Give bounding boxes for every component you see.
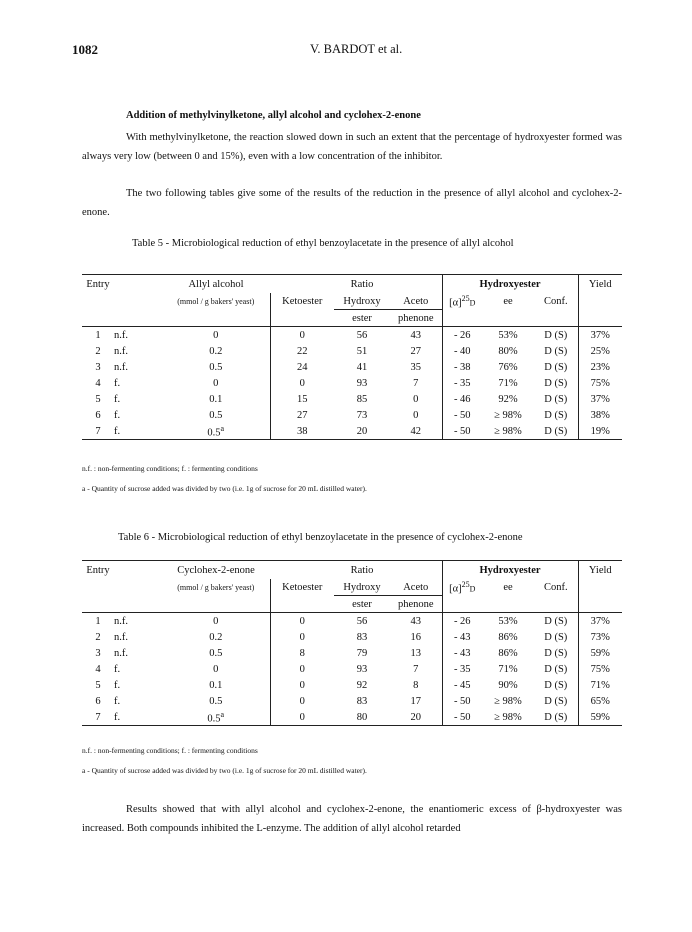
cell-conf: D (S)	[544, 345, 568, 357]
cell-amount: 0.1	[162, 677, 270, 693]
col-yield-header: Yield	[578, 275, 622, 294]
cell-alpha: - 45	[453, 679, 471, 691]
cell-entry: 3	[95, 361, 101, 373]
cell-entry: 7	[95, 425, 101, 437]
cell-ee: 86%	[498, 631, 518, 643]
cell-alpha: - 40	[453, 345, 471, 357]
cell-hydroxy: 93	[356, 663, 368, 675]
cell-entry: 2	[95, 631, 101, 643]
cell-amount: 0.2	[162, 629, 270, 645]
col-aceto-header-2: phenone	[390, 596, 442, 613]
col-hydroxy-header: Hydroxy	[343, 295, 381, 307]
table-row	[82, 423, 622, 440]
cell-cond: f.	[114, 409, 121, 421]
cell-cond: n.f.	[114, 361, 128, 373]
cell-conf: D (S)	[544, 393, 568, 405]
cell-cond: n.f.	[114, 631, 128, 643]
cell-alpha: - 43	[453, 631, 471, 643]
cell-yield: 37%	[578, 327, 622, 344]
table-row	[82, 629, 622, 645]
col-aceto-header: Aceto	[390, 293, 442, 310]
col-hydroxy-header: Hydroxy	[343, 581, 381, 593]
cell-ee: 71%	[498, 663, 518, 675]
col-conf-header: Conf.	[543, 581, 568, 593]
paragraph-intro-tables: The two following tables give some of the results of the reduction in the presence of allyl alcohol and cyclohex-2-enone.	[82, 188, 622, 218]
cell-hydroxy: 79	[356, 647, 368, 659]
cell-hydroxy: 93	[356, 377, 368, 389]
cell-cond: f.	[114, 695, 121, 707]
cell-amount: 0	[162, 613, 270, 630]
table-row	[82, 645, 622, 661]
cell-amount: 0	[162, 661, 270, 677]
cell-aceto: 7	[390, 661, 442, 677]
cell-entry: 6	[95, 409, 101, 421]
cell-cond: f.	[114, 377, 121, 389]
cell-cond: n.f.	[114, 647, 128, 659]
table-row	[82, 693, 622, 709]
col-units-header: (mmol / g bakers' yeast)	[162, 293, 270, 310]
page-number: 1082	[72, 42, 98, 57]
table6-caption: Table 6 - Microbiological reduction of ethyl benzoylacetate in the presence of cyclohex-2-enone	[118, 532, 523, 543]
cell-cond: f.	[114, 679, 121, 691]
cell-alpha: - 50	[453, 409, 471, 421]
cell-keto: 0	[299, 663, 305, 675]
cell-hydroxy: 92	[356, 679, 368, 691]
cell-aceto: 27	[390, 343, 442, 359]
cell-entry: 1	[95, 615, 101, 627]
running-header-authors: V. BARDOT et al.	[310, 42, 403, 56]
cell-yield: 23%	[578, 359, 622, 375]
cell-yield: 59%	[578, 709, 622, 726]
cell-alpha: - 26	[453, 615, 471, 627]
cell-hydroxy: 83	[356, 631, 368, 643]
cell-yield: 75%	[578, 661, 622, 677]
table6-note-conditions: n.f. : non-fermenting conditions; f. : fermenting conditions	[82, 746, 258, 755]
cell-conf: D (S)	[544, 377, 568, 389]
cell-aceto: 13	[390, 645, 442, 661]
cell-amount: 0	[162, 327, 270, 344]
cell-keto: 0	[299, 711, 305, 723]
cell-ee: 90%	[498, 679, 518, 691]
cell-aceto: 17	[390, 693, 442, 709]
col-units-header: (mmol / g bakers' yeast)	[162, 579, 270, 596]
cell-conf: D (S)	[544, 711, 568, 723]
cell-entry: 4	[95, 663, 101, 675]
col-conf-header: Conf.	[543, 295, 568, 307]
cell-ee: 80%	[498, 345, 518, 357]
table5-note-conditions: n.f. : non-fermenting conditions; f. : fermenting conditions	[82, 464, 258, 473]
cell-cond: n.f.	[114, 329, 128, 341]
cell-keto: 27	[297, 409, 308, 421]
cell-ee: ≥ 98%	[494, 711, 522, 723]
cell-cond: n.f.	[114, 615, 128, 627]
cell-ee: 71%	[498, 377, 518, 389]
cell-keto: 38	[297, 425, 308, 437]
cell-alpha: - 43	[453, 647, 471, 659]
cell-amount: 0.5	[162, 407, 270, 423]
cell-conf: D (S)	[544, 361, 568, 373]
cell-aceto: 42	[390, 423, 442, 440]
col-aceto-header: Aceto	[390, 579, 442, 596]
cell-keto: 0	[299, 695, 305, 707]
cell-ee: ≥ 98%	[494, 695, 522, 707]
cell-hydroxy: 73	[356, 409, 368, 421]
cell-ee: ≥ 98%	[494, 409, 522, 421]
table-row	[82, 407, 622, 423]
col-yield-header: Yield	[578, 561, 622, 580]
cell-keto: 0	[299, 679, 305, 691]
cell-aceto: 35	[390, 359, 442, 375]
cell-hydroxy: 20	[356, 425, 368, 437]
cell-cond: f.	[114, 711, 121, 723]
col-ketoester-header: Ketoester	[282, 295, 323, 307]
cell-entry: 4	[95, 377, 101, 389]
cell-keto: 15	[297, 393, 308, 405]
col-alpha-header: $[\alpha]^{25}D$	[449, 580, 476, 595]
cell-yield: 75%	[578, 375, 622, 391]
cell-alpha: - 50	[453, 425, 471, 437]
cell-conf: D (S)	[544, 329, 568, 341]
cell-ee: 86%	[498, 647, 518, 659]
col-hydroxy-header-2: ester	[334, 310, 390, 327]
table-row	[82, 709, 622, 726]
cell-conf: D (S)	[544, 663, 568, 675]
cell-keto: 0	[299, 631, 305, 643]
cell-conf: D (S)	[544, 615, 568, 627]
cell-hydroxy: 83	[356, 695, 368, 707]
col-additive-header: Allyl alcohol	[188, 278, 244, 290]
cell-keto: 0	[299, 329, 305, 341]
table6	[82, 560, 622, 726]
cell-entry: 1	[95, 329, 101, 341]
cell-yield: 38%	[578, 407, 622, 423]
cell-cond: f.	[114, 663, 121, 675]
table5-note-sucrose: a - Quantity of sucrose added was divided by two (i.e. 1g of sucrose for 20 mL distilled water).	[82, 484, 367, 493]
cell-hydroxy: 80	[356, 711, 368, 723]
col-entry-header: Entry	[86, 278, 110, 290]
cell-keto: 8	[299, 647, 305, 659]
cell-alpha: - 38	[453, 361, 471, 373]
cell-conf: D (S)	[544, 631, 568, 643]
cell-alpha: - 35	[453, 663, 471, 675]
col-entry-header: Entry	[86, 564, 110, 576]
cell-amount: 0.5	[162, 645, 270, 661]
cell-aceto: 8	[390, 677, 442, 693]
cell-entry: 7	[95, 711, 101, 723]
col-ketoester-header: Ketoester	[282, 581, 323, 593]
cell-conf: D (S)	[544, 695, 568, 707]
table-row	[82, 375, 622, 391]
cell-alpha: - 26	[453, 329, 471, 341]
cell-hydroxy: 56	[356, 329, 368, 341]
col-hydroxyester-header: Hydroxyester	[442, 275, 578, 294]
cell-yield: 65%	[578, 693, 622, 709]
cell-conf: D (S)	[544, 679, 568, 691]
table-row	[82, 613, 622, 630]
cell-aceto: 0	[390, 407, 442, 423]
cell-amount: 0.5	[162, 693, 270, 709]
cell-amount: 0.5	[162, 359, 270, 375]
cell-conf: D (S)	[544, 409, 568, 421]
col-ratio-header: Ratio	[350, 564, 374, 576]
cell-keto: 22	[297, 345, 308, 357]
cell-yield: 25%	[578, 343, 622, 359]
cell-alpha: - 50	[453, 711, 471, 723]
cell-aceto: 0	[390, 391, 442, 407]
cell-amount: 0.1	[162, 391, 270, 407]
table-row	[82, 661, 622, 677]
cell-ee: 53%	[498, 329, 518, 341]
col-ee-header: ee	[503, 581, 513, 593]
table-row	[82, 677, 622, 693]
cell-hydroxy: 85	[356, 393, 368, 405]
cell-ee: 92%	[498, 393, 518, 405]
cell-entry: 5	[95, 393, 101, 405]
cell-aceto: 43	[390, 327, 442, 344]
cell-alpha: - 50	[453, 695, 471, 707]
paragraph-results: Results showed that with allyl alcohol and cyclohex-2-enone, the enantiomeric excess of β-hydroxyester was increased. Both compounds inhibited the L-enzyme. The addition of allyl alcohol retarded	[82, 804, 622, 834]
cell-hydroxy: 41	[356, 361, 368, 373]
col-hydroxy-header-2: ester	[334, 596, 390, 613]
cell-alpha: - 35	[453, 377, 471, 389]
cell-entry: 2	[95, 345, 101, 357]
table-row	[82, 343, 622, 359]
cell-aceto: 20	[390, 709, 442, 726]
cell-cond: n.f.	[114, 345, 128, 357]
cell-amount: 0.5$^a$	[162, 709, 270, 726]
cell-yield: 59%	[578, 645, 622, 661]
col-aceto-header-2: phenone	[390, 310, 442, 327]
table5	[82, 274, 622, 440]
col-ee-header: ee	[503, 295, 513, 307]
table-row	[82, 359, 622, 375]
cell-yield: 37%	[578, 391, 622, 407]
cell-aceto: 7	[390, 375, 442, 391]
cell-ee: 53%	[498, 615, 518, 627]
col-additive-header: Cyclohex-2-enone	[177, 564, 255, 576]
cell-keto: 0	[299, 615, 305, 627]
cell-keto: 24	[297, 361, 308, 373]
cell-yield: 19%	[578, 423, 622, 440]
cell-yield: 71%	[578, 677, 622, 693]
cell-alpha: - 46	[453, 393, 471, 405]
table6-note-sucrose: a - Quantity of sucrose added was divided by two (i.e. 1g of sucrose for 20 mL distilled water).	[82, 766, 367, 775]
col-ratio-header: Ratio	[350, 278, 374, 290]
table-row	[82, 391, 622, 407]
paragraph-methylvinylketone: With methylvinylketone, the reaction slowed down in such an extent that the percentage of hydroxyester formed was always very low (between 0 and 15%), even with a low concentration of the inhibitor.	[82, 132, 622, 162]
section-title: Addition of methylvinylketone, allyl alcohol and cyclohex-2-enone	[126, 110, 421, 121]
cell-cond: f.	[114, 425, 121, 437]
cell-yield: 73%	[578, 629, 622, 645]
cell-yield: 37%	[578, 613, 622, 630]
cell-entry: 3	[95, 647, 101, 659]
col-alpha-header: $[\alpha]^{25}D$	[449, 294, 476, 309]
cell-keto: 0	[299, 377, 305, 389]
cell-amount: 0.2	[162, 343, 270, 359]
cell-conf: D (S)	[544, 425, 568, 437]
cell-amount: 0.5$^a$	[162, 423, 270, 440]
cell-hydroxy: 51	[356, 345, 368, 357]
cell-aceto: 43	[390, 613, 442, 630]
cell-entry: 6	[95, 695, 101, 707]
cell-amount: 0	[162, 375, 270, 391]
col-hydroxyester-header: Hydroxyester	[442, 561, 578, 580]
cell-cond: f.	[114, 393, 121, 405]
table-row	[82, 327, 622, 344]
cell-conf: D (S)	[544, 647, 568, 659]
cell-ee: ≥ 98%	[494, 425, 522, 437]
cell-hydroxy: 56	[356, 615, 368, 627]
table5-caption: Table 5 - Microbiological reduction of ethyl benzoylacetate in the presence of allyl alcohol	[132, 238, 514, 249]
cell-ee: 76%	[498, 361, 518, 373]
cell-aceto: 16	[390, 629, 442, 645]
cell-entry: 5	[95, 679, 101, 691]
